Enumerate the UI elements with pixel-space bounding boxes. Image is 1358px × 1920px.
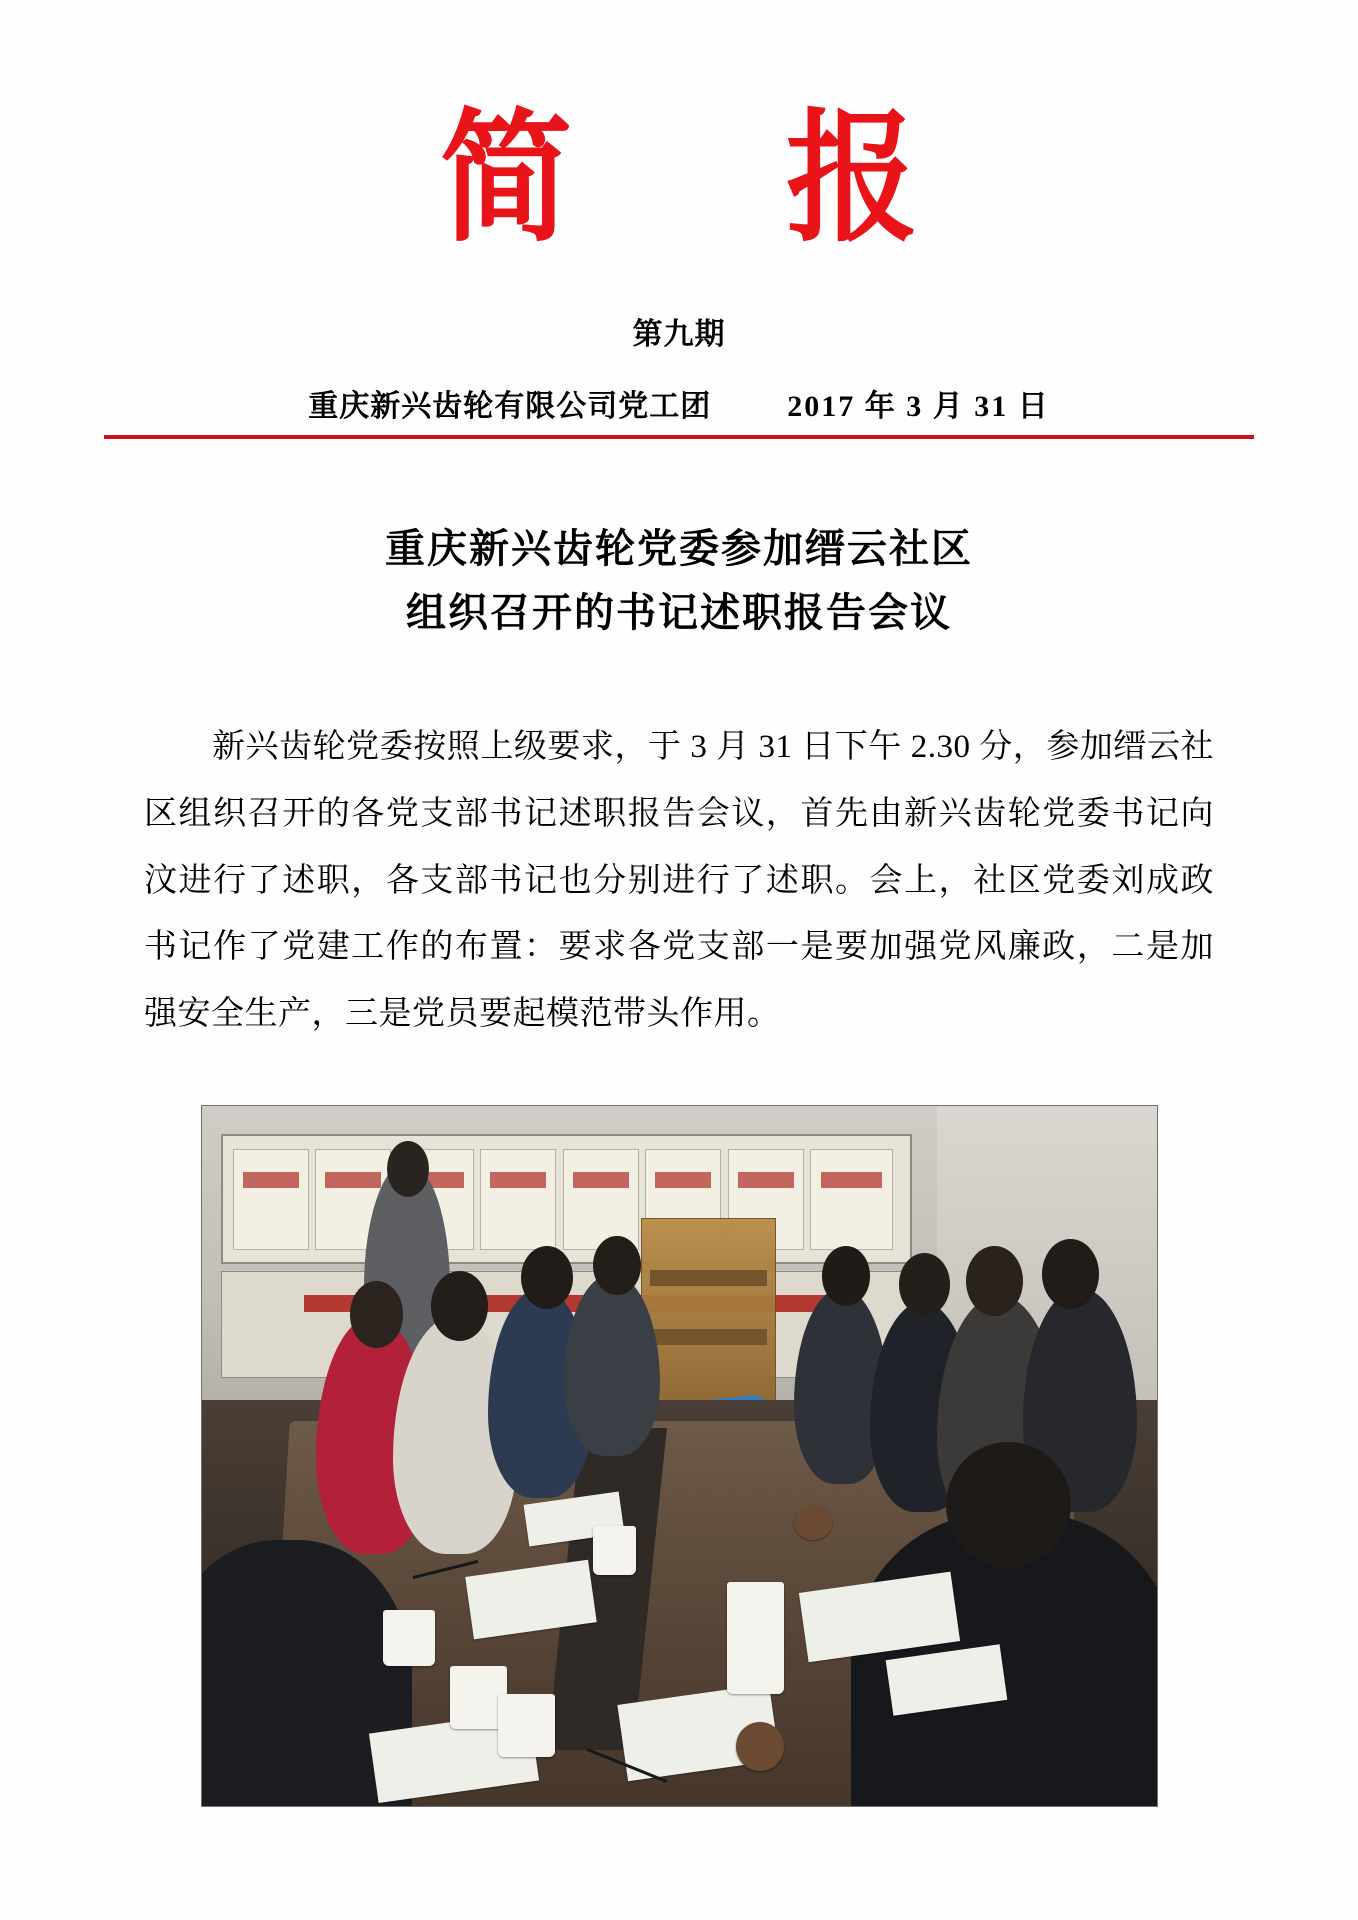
- attendee-head: [387, 1141, 429, 1197]
- attendee-head: [593, 1236, 641, 1296]
- red-divider-rule: [104, 435, 1254, 439]
- article-headline: [179, 517, 1179, 647]
- page-title: 简 报: [440, 94, 1002, 263]
- issue-number: 第九期: [632, 317, 726, 351]
- paper-cup-stack: [727, 1582, 784, 1694]
- attendee-head: [946, 1442, 1070, 1568]
- article-paragraph: 新兴齿轮党委按照上级要求，于 3 月 31 日下午 2.30 分，参加缙云社区组织召开的各党支部书记述职报告会议，首先由新兴齿轮党委书记向汶进行了述职，各支部书记也分别进行了述职。会上，社区党委刘成政书记作了党建工作的布置：要求各党支部一是要加强党风廉政，二是加强安全生产，三是党员要起模范带头作用。: [144, 729, 1214, 1032]
- stacked-chairs: [641, 1218, 777, 1416]
- meeting-photo: [201, 1105, 1158, 1807]
- attendee-head: [822, 1246, 870, 1306]
- paper-cup: [498, 1694, 555, 1757]
- masthead-meta: [104, 381, 1254, 425]
- attendee-head: [350, 1281, 403, 1348]
- article-body: [144, 714, 1214, 1047]
- headline-line-1: 重庆新兴齿轮党委参加缙云社区: [385, 524, 973, 572]
- photo-illustration: [202, 1106, 1157, 1806]
- masthead: [0, 0, 1358, 263]
- attendee-head: [431, 1271, 488, 1341]
- organization-name: 重庆新兴齿轮有限公司党工团: [308, 389, 712, 423]
- paper-cup: [593, 1526, 636, 1575]
- tea-cup: [794, 1505, 832, 1540]
- attendee-head: [966, 1246, 1023, 1316]
- paper-cup: [383, 1610, 436, 1666]
- publication-date: 2017 年 3 月 31 日: [787, 389, 1050, 423]
- certificate-board: [221, 1134, 913, 1264]
- headline-line-2: 组织召开的书记述职报告会议: [406, 589, 952, 637]
